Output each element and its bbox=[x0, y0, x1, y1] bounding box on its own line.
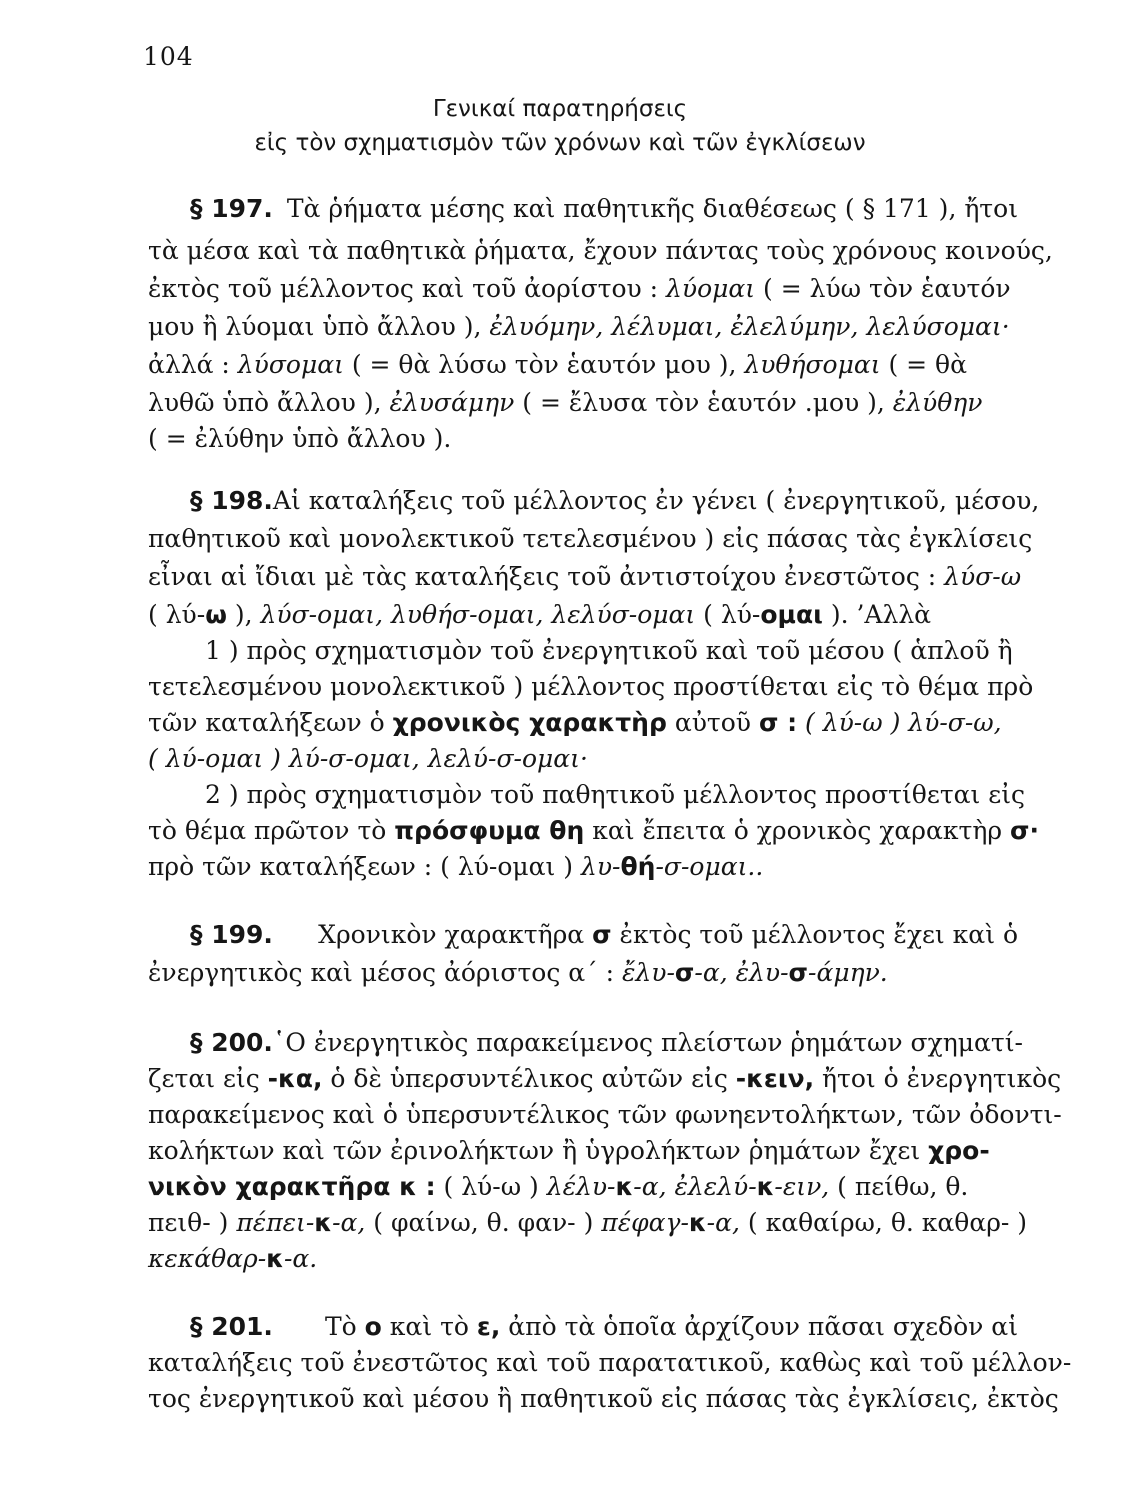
text-line: ζεται εἰς -κα, ὁ δὲ ὑπερσυντέλικος αὐτῶν εἰς -κειν, ἤτοι ὁ ἐνεργητικὸς bbox=[148, 1064, 1062, 1093]
section-number: § 201. bbox=[190, 1312, 273, 1341]
text-line: τετελεσμένου μονολεκτικοῦ ) μέλλοντος προστίθεται εἰς τὸ θέμα πρὸ bbox=[148, 672, 1034, 701]
text-line: καταλήξεις τοῦ ἐνεστῶτος καὶ τοῦ παρατατικοῦ, καθὼς καὶ τοῦ μέλλον- bbox=[148, 1348, 1072, 1377]
text-line: § 197. Τὰ ῥήματα μέσης καὶ παθητικῆς διαθέσεως ( § 171 ), ἤτοι bbox=[190, 192, 1018, 226]
text-line: ( = ἐλύθην ὑπὸ ἄλλου ). bbox=[148, 424, 452, 453]
text-line: § 201. Τὸ ο καὶ τὸ ε, ἀπὸ τὰ ὁποῖα ἀρχίζουν πᾶσαι σχεδὸν αἱ bbox=[190, 1310, 1018, 1344]
section-number: § 198. bbox=[190, 486, 273, 515]
text-line: τῶν καταλήξεων ὁ χρονικὸς χαρακτὴρ αὐτοῦ σ : ( λύ-ω ) λύ-σ-ω, bbox=[148, 708, 1002, 737]
text-line: λυθῶ ὑπὸ ἄλλου ), ἐλυσάμην ( = ἔλυσα τὸν ἑαυτόν .μου ), ἐλύθην bbox=[148, 388, 983, 417]
text-line: § 198. Αἱ καταλήξεις τοῦ μέλλοντος ἐν γένει ( ἐνεργητικοῦ, μέσου, bbox=[190, 484, 1018, 518]
text-line: ( λύ-ω ), λύσ-ομαι, λυθήσ-ομαι, λελύσ-ομαι ( λύ-ομαι ). ’Αλλὰ bbox=[148, 600, 932, 629]
text-line: μου ἢ λύομαι ὑπὸ ἄλλου ), ἐλυόμην, λέλυμαι, ἐλελύμην, λελύσομαι· bbox=[148, 312, 1010, 341]
text-line: τὸ θέμα πρῶτον τὸ πρόσφυμα θη καὶ ἔπειτα ὁ χρονικὸς χαρακτὴρ σ· bbox=[148, 816, 1039, 845]
text-line: πειθ- ) πέπει-κ-α, ( φαίνω, θ. φαν- ) πέφαγ-κ-α, ( καθαίρω, θ. καθαρ- ) bbox=[148, 1208, 1028, 1237]
text-line: πρὸ τῶν καταλήξεων : ( λύ-ομαι ) λυ-θή-σ-ομαι.. bbox=[148, 852, 764, 881]
text-line: ἐνεργητικὸς καὶ μέσος ἀόριστος α΄ : ἔλυ-σ-α, ἐλυ-σ-άμην. bbox=[148, 958, 888, 987]
text-line: παθητικοῦ καὶ μονολεκτικοῦ τετελεσμένου ) εἰς πάσας τὰς ἐγκλίσεις bbox=[148, 524, 1033, 553]
text-line: ( λύ-ομαι ) λύ-σ-ομαι, λελύ-σ-ομαι· bbox=[148, 744, 588, 773]
text-line: τος ἐνεργητικοῦ καὶ μέσου ἢ παθητικοῦ εἰς πάσας τὰς ἐγκλίσεις, ἐκτὸς bbox=[148, 1384, 1059, 1413]
page-number: 104 bbox=[143, 42, 194, 71]
section-heading-line-2: εἰς τὸν σχηματισμὸν τῶν χρόνων καὶ τῶν ἐγκλίσεων bbox=[254, 130, 866, 156]
text-line: ἐκτὸς τοῦ μέλλοντος καὶ τοῦ ἀορίστου : λύομαι ( = λύω τὸν ἑαυτόν bbox=[148, 274, 1011, 303]
text-line: § 200. ῾Ο ἐνεργητικὸς παρακείμενος πλείστων ῥημάτων σχηματί- bbox=[190, 1026, 1018, 1060]
text-line: παρακείμενος καὶ ὁ ὑπερσυντέλικος τῶν φωνηεντολήκτων, τῶν ὀδοντι- bbox=[148, 1100, 1062, 1129]
text-line: ἀλλά : λύσομαι ( = θὰ λύσω τὸν ἑαυτόν μου ), λυθήσομαι ( = θὰ bbox=[148, 350, 967, 379]
text-line: 2 ) πρὸς σχηματισμὸν τοῦ παθητικοῦ μέλλοντος προστίθεται εἰς bbox=[205, 780, 1026, 809]
text-line: § 199. Χρονικὸν χαρακτῆρα σ ἐκτὸς τοῦ μέλλοντος ἔχει καὶ ὁ bbox=[190, 918, 1018, 952]
section-number: § 200. bbox=[190, 1028, 273, 1057]
text-line: 1 ) πρὸς σχηματισμὸν τοῦ ἐνεργητικοῦ καὶ τοῦ μέσου ( ἁπλοῦ ἢ bbox=[205, 636, 1013, 665]
text-line: εἶναι αἱ ἴδιαι μὲ τὰς καταλήξεις τοῦ ἀντιστοίχου ἐνεστῶτος : λύσ-ω bbox=[148, 562, 1022, 591]
text-line: κεκάθαρ-κ-α. bbox=[148, 1244, 318, 1273]
text-line: τὰ μέσα καὶ τὰ παθητικὰ ῥήματα, ἔχουν πάντας τοὺς χρόνους κοινούς, bbox=[148, 236, 1053, 265]
section-number: § 197. bbox=[190, 194, 273, 223]
text-line: νικὸν χαρακτῆρα κ : ( λύ-ω ) λέλυ-κ-α, ἐλελύ-κ-ειν, ( πείθω, θ. bbox=[148, 1172, 969, 1201]
section-heading-line-1: Γενικαί παρατηρήσεις bbox=[432, 96, 688, 122]
section-number: § 199. bbox=[190, 920, 273, 949]
text-line: κολήκτων καὶ τῶν ἐρινολήκτων ἢ ὑγρολήκτων ῥημάτων ἔχει χρο- bbox=[148, 1136, 990, 1165]
